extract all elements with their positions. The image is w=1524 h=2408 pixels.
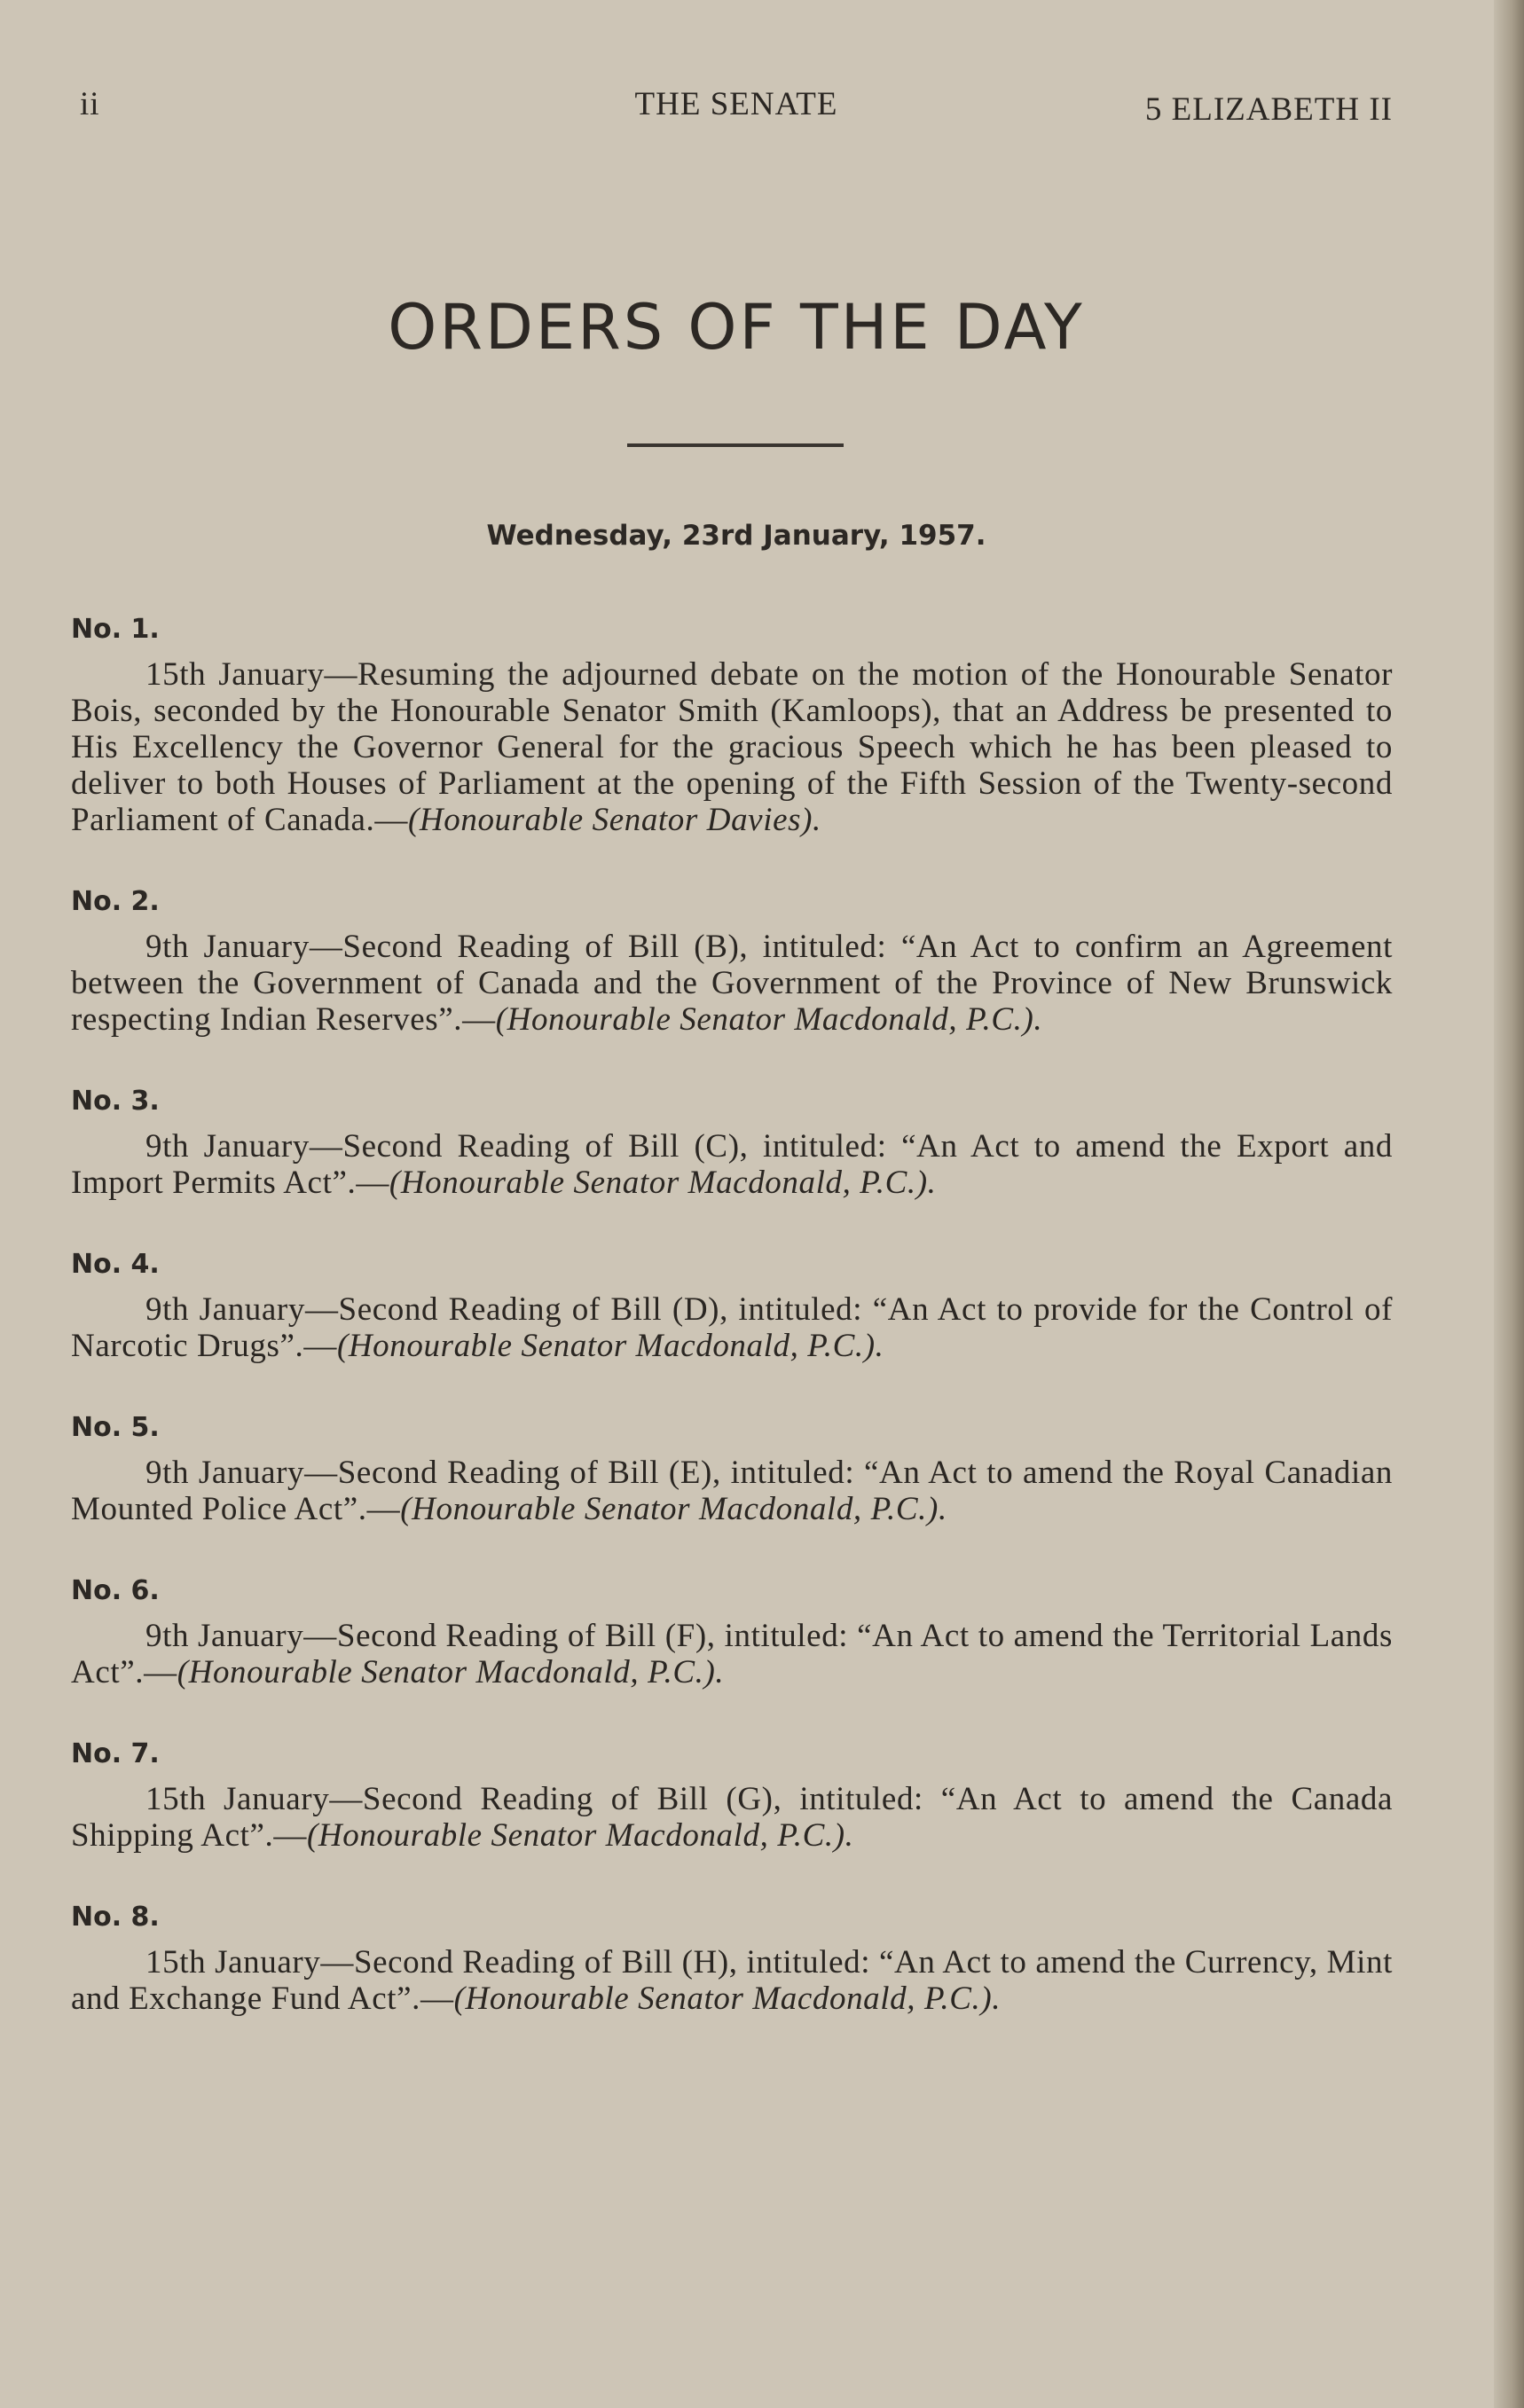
- order-text: [71, 1944, 1393, 2017]
- order-text: [71, 1781, 1393, 1854]
- order-number: No. 7.: [71, 1738, 160, 1769]
- order-number: No. 5.: [71, 1412, 160, 1443]
- order-item: [71, 1900, 1393, 2017]
- order-number: No. 8.: [71, 1902, 160, 1933]
- order-item: [71, 1084, 1393, 1201]
- order-number: No. 3.: [71, 1086, 160, 1117]
- order-body: 15th January—Second Reading of Bill (H), intituled: “An Act to amend the Currency, Mint and Exchange Fund Act”.—: [71, 1944, 1393, 2017]
- page-edge-shadow: [1494, 0, 1524, 2408]
- order-body: 15th January—Second Reading of Bill (G), intituled: “An Act to amend the Canada Shipping Act”.—: [71, 1781, 1393, 1854]
- order-item: [71, 1573, 1393, 1690]
- order-body: 9th January—Second Reading of Bill (E), intituled: “An Act to amend the Royal Canadian Mounted Police Act”.—: [71, 1455, 1393, 1527]
- order-sponsor: (Honourable Senator Davies).: [408, 802, 821, 838]
- order-text: [71, 1128, 1393, 1201]
- order-item: [71, 1247, 1393, 1364]
- order-sponsor: (Honourable Senator Macdonald, P.C.).: [306, 1817, 854, 1854]
- order-number: No. 4.: [71, 1249, 160, 1280]
- order-body: 9th January—Second Reading of Bill (C), intituled: “An Act to amend the Export and Import Permits Act”.—: [71, 1128, 1393, 1201]
- house-name: THE SENATE: [634, 86, 838, 122]
- order-item: [71, 884, 1393, 1038]
- page-number: ii: [80, 86, 100, 122]
- order-sponsor: (Honourable Senator Macdonald, P.C.).: [495, 1001, 1043, 1038]
- order-text: [71, 656, 1393, 838]
- order-number: No. 6.: [71, 1575, 160, 1606]
- order-number: No. 1.: [71, 614, 160, 645]
- order-body: 9th January—Second Reading of Bill (F), intituled: “An Act to amend the Territorial Lands Act”.—: [71, 1618, 1393, 1690]
- title-divider: [627, 443, 844, 447]
- regnal-year: 5 ELIZABETH II: [1144, 91, 1393, 128]
- order-body: 9th January—Second Reading of Bill (B), intituled: “An Act to confirm an Agreement between the Government of Canada and the Government of the Province of New Brunswick respecting Indian Reserves”.—: [71, 929, 1393, 1038]
- order-body: 9th January—Second Reading of Bill (D), intituled: “An Act to provide for the Control of Narcotic Drugs”.—: [71, 1291, 1393, 1364]
- sitting-date: Wednesday, 23rd January, 1957.: [486, 520, 986, 552]
- order-sponsor: (Honourable Senator Macdonald, P.C.).: [389, 1165, 937, 1201]
- running-head: [80, 85, 1393, 129]
- order-text: [71, 1291, 1393, 1364]
- order-item: [71, 1737, 1393, 1854]
- order-item: [71, 612, 1393, 838]
- order-text: [71, 1455, 1393, 1527]
- order-text: [71, 929, 1393, 1038]
- order-sponsor: (Honourable Senator Macdonald, P.C.).: [336, 1328, 884, 1364]
- order-item: [71, 1410, 1393, 1527]
- order-text: [71, 1618, 1393, 1690]
- order-sponsor: (Honourable Senator Macdonald, P.C.).: [400, 1491, 947, 1527]
- orders-list: [71, 612, 1393, 2063]
- order-sponsor: (Honourable Senator Macdonald, P.C.).: [453, 1981, 1002, 2017]
- page-title: ORDERS OF THE DAY: [388, 291, 1085, 364]
- order-number: No. 2.: [71, 886, 160, 917]
- order-sponsor: (Honourable Senator Macdonald, P.C.).: [177, 1654, 725, 1690]
- order-body: 15th January—Resuming the adjourned debate on the motion of the Honourable Senator Bois, seconded by the Honourable Senator Smith (Kamloops), that an Address be presented to His Excellency the Governor General for the gracious Speech which he has been pleased to deliver to both Houses of Parliament at the opening of the Fifth Session of the Twenty-second Parliament of Canada.—: [71, 656, 1393, 838]
